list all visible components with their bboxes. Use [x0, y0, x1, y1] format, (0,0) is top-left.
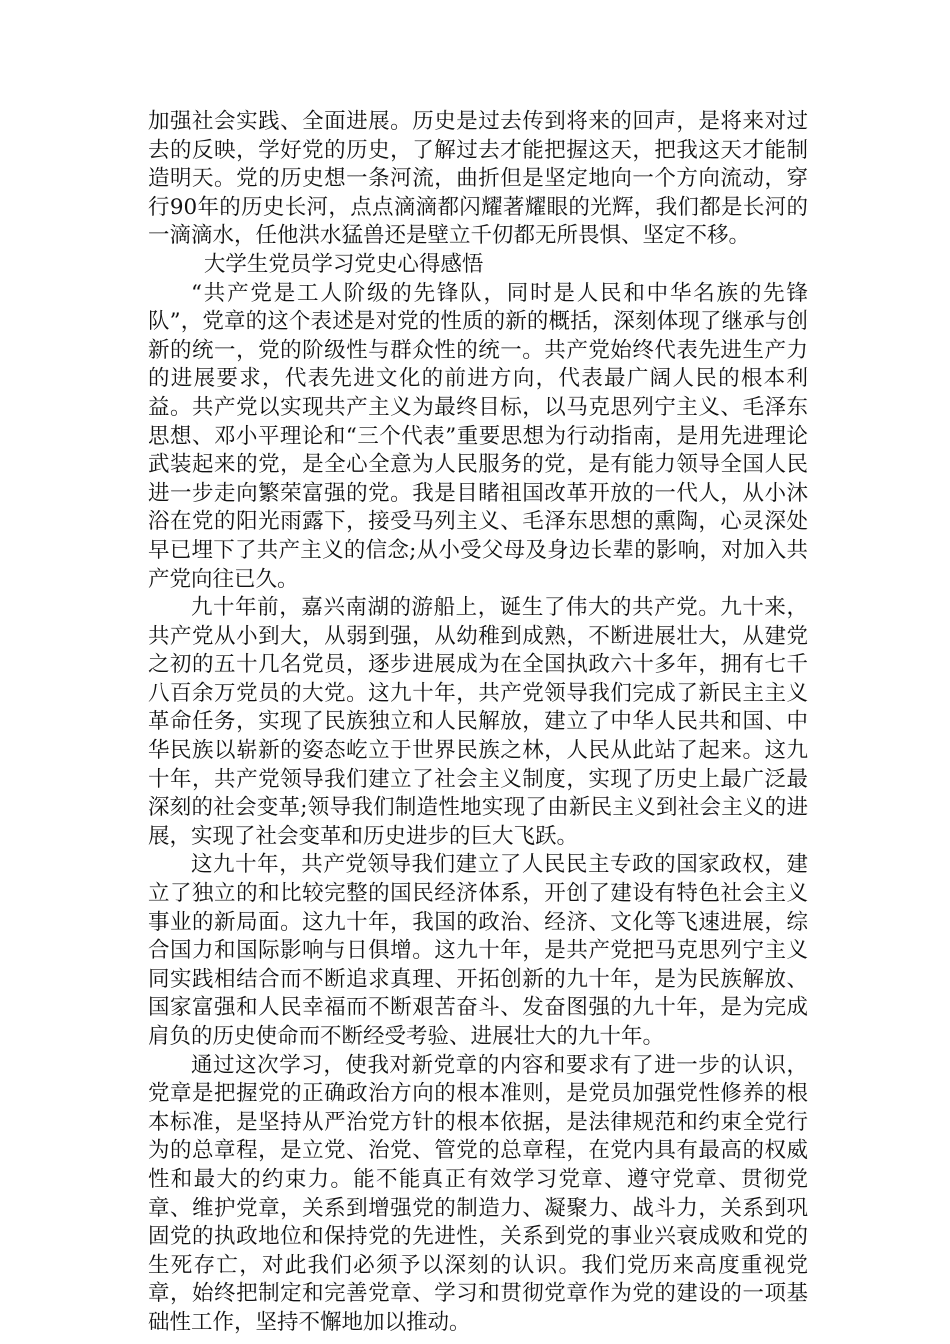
document-body [148, 108, 808, 1338]
body-paragraph: 通过这次学习，使我对新党章的内容和要求有了进一步的认识，党章是把握党的正确政治方向的根本准则，是党员加强党性修养的根本标准，是坚持从严治党方针的根本依据，是法律规范和约束全党行为的总章程，是立党、治党、管党的总章程，在党内具有最高的权威性和最大的约束力。能不能真正有效学习党章、遵守党章、贯彻党章、维护党章，关系到增强党的制造力、凝聚力、战斗力，关系到巩固党的执政地位和保持党的先进性，关系到党的事业兴衰成败和党的生死存亡，对此我们必须予以深刻的认识。我们党历来高度重视党章，始终把制定和完善党章、学习和贯彻党章作为党的建设的一项基础性工作，坚持不懈地加以推动。 [148, 1052, 808, 1335]
intro-paragraph: 加强社会实践、全面进展。历史是过去传到将来的回声，是将来对过去的反映，学好党的历史，了解过去才能把握这天，把我这天才能制造明天。党的历史想一条河流，曲折但是坚定地向一个方向流动，穿行90年的历史长河，点点滴滴都闪耀著耀眼的光辉，我们都是长河的一滴滴水，任他洪水猛兽还是壁立千仞都无所畏惧、坚定不移。 [148, 109, 808, 249]
body-paragraph: “共产党是工人阶级的先锋队，同时是人民和中华名族的先锋队”，党章的这个表述是对党的性质的新的概括，深刻体现了继承与创新的统一，党的阶级性与群众性的统一。共产党始终代表先进生产力的进展要求，代表先进文化的前进方向，代表最广阔人民的根本利益。共产党以实现共产主义为最终目标，以马克思列宁主义、毛泽东思想、邓小平理论和“三个代表”重要思想为行动指南，是用先进理论武装起来的党，是全心全意为人民服务的党，是有能力领导全国人民进一步走向繁荣富强的党。我是目睹祖国改革开放的一代人，从小沐浴在党的阳光雨露下，接受马列主义、毛泽东思想的熏陶，心灵深处早已埋下了共产主义的信念;从小受父母及身边长辈的影响，对加入共产党向往已久。 [148, 280, 808, 592]
body-paragraph: 九十年前，嘉兴南湖的游船上，诞生了伟大的共产党。九十来，共产党从小到大，从弱到强，从幼稚到成熟，不断进展壮大，从建党之初的五十几名党员，逐步进展成为在全国执政六十多年，拥有七千八百余万党员的大党。这九十年，共产党领导我们完成了新民主主义革命任务，实现了民族独立和人民解放，建立了中华人民共和国、中华民族以崭新的姿态屹立于世界民族之林，人民从此站了起来。这九十年，共产党领导我们建立了社会主义制度，实现了历史上最广泛最深刻的社会变革;领导我们制造性地实现了由新民主义到社会主义的进展，实现了社会变革和历史进步的巨大飞跃。 [148, 595, 808, 849]
body-paragraph: 这九十年，共产党领导我们建立了人民民主专政的国家政权，建立了独立的和比较完整的国民经济体系，开创了建设有特色社会主义事业的新局面。这九十年，我国的政治、经济、文化等飞速进展，综合国力和国际影响与日俱增。这九十年，是共产党把马克思列宁主义同实践相结合而不断追求真理、开拓创新的九十年，是为民族解放、国家富强和人民幸福而不断艰苦奋斗、发奋图强的九十年，是为完成肩负的历史使命而不断经受考验、进展壮大的九十年。 [148, 852, 808, 1049]
section-heading: 大学生党员学习党史心得感悟 [203, 251, 484, 277]
